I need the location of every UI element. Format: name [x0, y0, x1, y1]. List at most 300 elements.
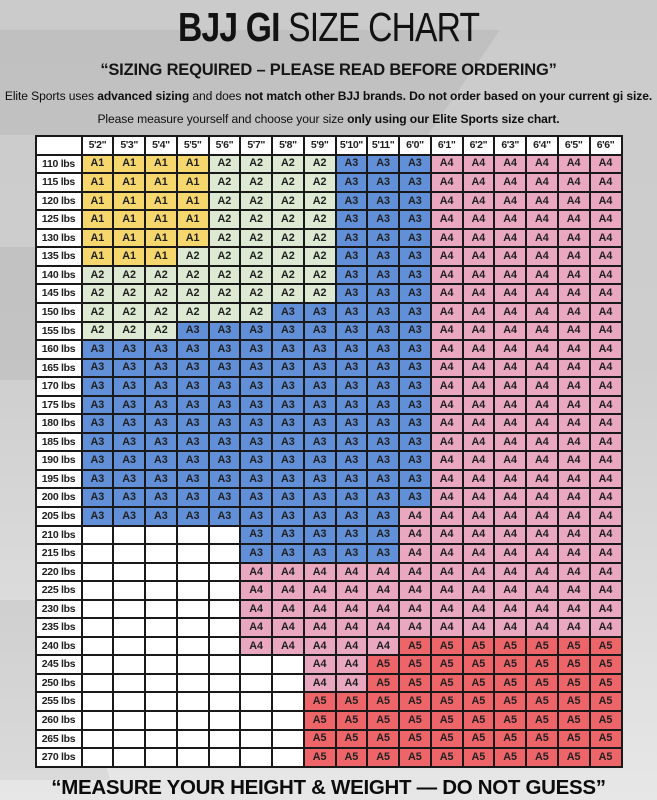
- size-cell-a3: A3: [113, 470, 145, 489]
- size-cell-a4: A4: [494, 414, 526, 433]
- size-cell-a4: A4: [590, 303, 622, 322]
- table-row: [36, 322, 622, 341]
- regular-text: and does: [189, 89, 245, 104]
- size-cell-a1: A1: [145, 247, 177, 266]
- size-cell-a3: A3: [272, 322, 304, 341]
- size-cell-a2: A2: [209, 266, 241, 285]
- size-cell-a3: A3: [336, 507, 368, 526]
- empty-cell: [240, 655, 272, 674]
- size-cell-a4: A4: [431, 155, 463, 174]
- empty-cell: [145, 730, 177, 749]
- table-row: [36, 266, 622, 285]
- size-cell-a4: A4: [431, 618, 463, 637]
- size-cell-a2: A2: [82, 266, 114, 285]
- size-cell-a3: A3: [336, 340, 368, 359]
- size-cell-a3: A3: [367, 526, 399, 545]
- height-header-row: [36, 136, 622, 155]
- size-cell-a4: A4: [494, 563, 526, 582]
- size-cell-a5: A5: [367, 711, 399, 730]
- size-cell-a4: A4: [526, 229, 558, 248]
- size-cell-a3: A3: [272, 377, 304, 396]
- size-cell-a2: A2: [177, 266, 209, 285]
- size-cell-a3: A3: [367, 303, 399, 322]
- size-cell-a5: A5: [304, 730, 336, 749]
- size-cell-a4: A4: [431, 210, 463, 229]
- size-cell-a3: A3: [177, 433, 209, 452]
- size-cell-a4: A4: [494, 303, 526, 322]
- size-cell-a3: A3: [82, 377, 114, 396]
- size-cell-a3: A3: [336, 229, 368, 248]
- size-cell-a4: A4: [463, 507, 495, 526]
- size-cell-a4: A4: [590, 507, 622, 526]
- size-cell-a5: A5: [494, 655, 526, 674]
- empty-cell: [113, 637, 145, 656]
- size-cell-a3: A3: [336, 488, 368, 507]
- size-cell-a4: A4: [431, 563, 463, 582]
- size-cell-a3: A3: [82, 433, 114, 452]
- size-cell-a5: A5: [590, 748, 622, 767]
- empty-cell: [177, 692, 209, 711]
- size-cell-a5: A5: [558, 692, 590, 711]
- weight-label: 245 lbs: [36, 655, 82, 674]
- size-cell-a4: A4: [558, 229, 590, 248]
- size-cell-a3: A3: [82, 488, 114, 507]
- size-cell-a3: A3: [145, 488, 177, 507]
- size-cell-a3: A3: [113, 414, 145, 433]
- size-cell-a4: A4: [399, 600, 431, 619]
- size-cell-a4: A4: [431, 600, 463, 619]
- size-cell-a4: A4: [526, 284, 558, 303]
- size-cell-a3: A3: [336, 322, 368, 341]
- size-cell-a4: A4: [526, 470, 558, 489]
- size-cell-a4: A4: [526, 173, 558, 192]
- size-cell-a4: A4: [526, 396, 558, 415]
- size-cell-a5: A5: [463, 655, 495, 674]
- size-cell-a4: A4: [494, 433, 526, 452]
- size-cell-a3: A3: [209, 396, 241, 415]
- size-cell-a4: A4: [463, 618, 495, 637]
- size-cell-a4: A4: [431, 507, 463, 526]
- weight-label: 210 lbs: [36, 526, 82, 545]
- height-header: 6'0": [399, 136, 431, 155]
- size-cell-a3: A3: [272, 433, 304, 452]
- size-cell-a3: A3: [240, 488, 272, 507]
- empty-cell: [82, 600, 114, 619]
- size-cell-a4: A4: [526, 210, 558, 229]
- size-cell-a5: A5: [494, 711, 526, 730]
- size-cell-a3: A3: [177, 377, 209, 396]
- size-cell-a4: A4: [463, 377, 495, 396]
- size-cell-a4: A4: [336, 581, 368, 600]
- size-cell-a4: A4: [463, 414, 495, 433]
- size-cell-a4: A4: [590, 210, 622, 229]
- size-cell-a4: A4: [463, 192, 495, 211]
- page-title: [178, 6, 479, 49]
- weight-label: 160 lbs: [36, 340, 82, 359]
- size-cell-a2: A2: [113, 284, 145, 303]
- size-cell-a4: A4: [431, 322, 463, 341]
- size-cell-a3: A3: [367, 229, 399, 248]
- size-cell-a3: A3: [367, 414, 399, 433]
- table-row: [36, 303, 622, 322]
- size-cell-a3: A3: [399, 284, 431, 303]
- size-cell-a4: A4: [590, 359, 622, 378]
- size-cell-a1: A1: [177, 210, 209, 229]
- page-title-bold: BJJ GI: [177, 4, 280, 50]
- size-cell-a2: A2: [209, 247, 241, 266]
- empty-cell: [145, 655, 177, 674]
- table-row: [36, 488, 622, 507]
- size-cell-a4: A4: [526, 247, 558, 266]
- size-cell-a3: A3: [336, 284, 368, 303]
- size-cell-a2: A2: [304, 210, 336, 229]
- size-cell-a2: A2: [113, 266, 145, 285]
- size-cell-a4: A4: [590, 451, 622, 470]
- size-cell-a4: A4: [336, 600, 368, 619]
- empty-cell: [113, 748, 145, 767]
- size-cell-a3: A3: [240, 377, 272, 396]
- size-cell-a4: A4: [272, 637, 304, 656]
- size-cell-a3: A3: [399, 470, 431, 489]
- size-cell-a1: A1: [82, 173, 114, 192]
- size-cell-a3: A3: [240, 359, 272, 378]
- size-cell-a4: A4: [431, 581, 463, 600]
- size-cell-a4: A4: [558, 470, 590, 489]
- size-cell-a2: A2: [209, 192, 241, 211]
- size-cell-a5: A5: [558, 711, 590, 730]
- size-cell-a5: A5: [558, 730, 590, 749]
- size-cell-a3: A3: [145, 470, 177, 489]
- size-cell-a4: A4: [399, 507, 431, 526]
- size-cell-a4: A4: [526, 451, 558, 470]
- size-cell-a3: A3: [82, 507, 114, 526]
- empty-cell: [177, 655, 209, 674]
- size-cell-a5: A5: [399, 730, 431, 749]
- size-cell-a4: A4: [526, 192, 558, 211]
- size-cell-a4: A4: [463, 155, 495, 174]
- size-cell-a4: A4: [463, 210, 495, 229]
- table-row: [36, 730, 622, 749]
- empty-cell: [209, 748, 241, 767]
- empty-cell: [177, 581, 209, 600]
- size-cell-a5: A5: [526, 692, 558, 711]
- bold-text: only using our Elite Sports size chart.: [347, 112, 560, 127]
- weight-label: 220 lbs: [36, 563, 82, 582]
- size-cell-a4: A4: [590, 544, 622, 563]
- size-cell-a3: A3: [304, 396, 336, 415]
- weight-label: 190 lbs: [36, 451, 82, 470]
- size-cell-a3: A3: [272, 340, 304, 359]
- size-cell-a4: A4: [558, 600, 590, 619]
- size-cell-a3: A3: [82, 470, 114, 489]
- size-cell-a5: A5: [304, 711, 336, 730]
- size-cell-a4: A4: [590, 155, 622, 174]
- table-row: [36, 284, 622, 303]
- size-cell-a3: A3: [113, 488, 145, 507]
- height-header: 5'10": [336, 136, 368, 155]
- size-cell-a4: A4: [558, 247, 590, 266]
- weight-label: 185 lbs: [36, 433, 82, 452]
- empty-cell: [272, 730, 304, 749]
- weight-label: 250 lbs: [36, 674, 82, 693]
- size-cell-a2: A2: [82, 284, 114, 303]
- size-cell-a4: A4: [494, 396, 526, 415]
- size-cell-a1: A1: [113, 210, 145, 229]
- table-row: [36, 229, 622, 248]
- size-cell-a5: A5: [526, 748, 558, 767]
- size-cell-a3: A3: [304, 507, 336, 526]
- size-cell-a2: A2: [240, 303, 272, 322]
- size-cell-a2: A2: [240, 229, 272, 248]
- size-cell-a5: A5: [367, 692, 399, 711]
- empty-cell: [209, 544, 241, 563]
- size-cell-a4: A4: [558, 322, 590, 341]
- size-cell-a3: A3: [113, 507, 145, 526]
- size-cell-a4: A4: [336, 637, 368, 656]
- empty-cell: [113, 618, 145, 637]
- size-cell-a3: A3: [272, 359, 304, 378]
- size-cell-a3: A3: [209, 470, 241, 489]
- size-cell-a5: A5: [590, 711, 622, 730]
- weight-label: 120 lbs: [36, 192, 82, 211]
- table-row: [36, 692, 622, 711]
- empty-cell: [113, 711, 145, 730]
- empty-cell: [272, 711, 304, 730]
- size-cell-a5: A5: [367, 730, 399, 749]
- size-cell-a3: A3: [336, 414, 368, 433]
- size-cell-a4: A4: [304, 618, 336, 637]
- size-cell-a2: A2: [272, 284, 304, 303]
- empty-cell: [82, 711, 114, 730]
- size-cell-a5: A5: [494, 748, 526, 767]
- size-cell-a4: A4: [463, 451, 495, 470]
- size-cell-a2: A2: [209, 229, 241, 248]
- size-cell-a3: A3: [272, 544, 304, 563]
- empty-cell: [272, 674, 304, 693]
- size-cell-a2: A2: [272, 247, 304, 266]
- size-cell-a2: A2: [113, 303, 145, 322]
- weight-label: 225 lbs: [36, 581, 82, 600]
- size-cell-a2: A2: [304, 229, 336, 248]
- size-cell-a4: A4: [399, 563, 431, 582]
- size-cell-a3: A3: [209, 340, 241, 359]
- size-cell-a3: A3: [399, 359, 431, 378]
- size-cell-a4: A4: [240, 600, 272, 619]
- empty-cell: [209, 692, 241, 711]
- size-cell-a3: A3: [177, 488, 209, 507]
- empty-cell: [145, 674, 177, 693]
- size-cell-a4: A4: [494, 488, 526, 507]
- corner-cell: [36, 136, 82, 155]
- empty-cell: [113, 526, 145, 545]
- size-cell-a4: A4: [558, 192, 590, 211]
- bold-text: not match other BJJ brands. Do not order based on your current gi size.: [244, 89, 653, 104]
- size-cell-a3: A3: [399, 451, 431, 470]
- size-cell-a3: A3: [399, 303, 431, 322]
- size-cell-a4: A4: [463, 433, 495, 452]
- size-cell-a4: A4: [590, 600, 622, 619]
- table-row: [36, 155, 622, 174]
- size-cell-a3: A3: [367, 470, 399, 489]
- size-cell-a4: A4: [558, 303, 590, 322]
- size-cell-a2: A2: [177, 284, 209, 303]
- size-cell-a3: A3: [367, 210, 399, 229]
- height-header: 5'2": [82, 136, 114, 155]
- size-cell-a4: A4: [590, 192, 622, 211]
- size-cell-a3: A3: [399, 210, 431, 229]
- height-header: 5'3": [113, 136, 145, 155]
- empty-cell: [177, 618, 209, 637]
- size-cell-a4: A4: [590, 173, 622, 192]
- size-cell-a1: A1: [177, 229, 209, 248]
- size-cell-a4: A4: [494, 544, 526, 563]
- table-row: [36, 451, 622, 470]
- size-cell-a3: A3: [399, 488, 431, 507]
- size-cell-a3: A3: [240, 414, 272, 433]
- size-cell-a3: A3: [82, 359, 114, 378]
- empty-cell: [145, 544, 177, 563]
- size-cell-a4: A4: [526, 507, 558, 526]
- size-cell-a3: A3: [367, 451, 399, 470]
- size-cell-a3: A3: [399, 192, 431, 211]
- size-cell-a4: A4: [272, 581, 304, 600]
- size-cell-a3: A3: [177, 359, 209, 378]
- measure-footer-note: “MEASURE YOUR HEIGHT & WEIGHT — DO NOT GUESS”: [51, 775, 606, 799]
- size-cell-a5: A5: [399, 655, 431, 674]
- table-row: [36, 470, 622, 489]
- size-cell-a3: A3: [367, 155, 399, 174]
- size-cell-a3: A3: [336, 433, 368, 452]
- size-cell-a3: A3: [113, 451, 145, 470]
- height-header: 6'4": [526, 136, 558, 155]
- size-cell-a4: A4: [463, 526, 495, 545]
- empty-cell: [177, 730, 209, 749]
- size-cell-a3: A3: [209, 414, 241, 433]
- table-row: [36, 655, 622, 674]
- size-cell-a4: A4: [494, 526, 526, 545]
- size-cell-a4: A4: [590, 340, 622, 359]
- weight-label: 170 lbs: [36, 377, 82, 396]
- size-cell-a4: A4: [494, 581, 526, 600]
- sizing-warning-subtitle: “SIZING REQUIRED – PLEASE READ BEFORE ORDERING”: [100, 61, 557, 80]
- size-cell-a4: A4: [463, 173, 495, 192]
- height-header: 6'6": [590, 136, 622, 155]
- size-cell-a4: A4: [558, 451, 590, 470]
- size-cell-a3: A3: [399, 322, 431, 341]
- size-cell-a3: A3: [272, 488, 304, 507]
- size-cell-a4: A4: [526, 414, 558, 433]
- size-cell-a4: A4: [590, 377, 622, 396]
- size-cell-a3: A3: [113, 433, 145, 452]
- size-cell-a1: A1: [113, 229, 145, 248]
- size-cell-a3: A3: [367, 396, 399, 415]
- bold-text: advanced sizing: [97, 89, 190, 104]
- size-cell-a3: A3: [177, 396, 209, 415]
- size-cell-a4: A4: [526, 526, 558, 545]
- weight-label: 270 lbs: [36, 748, 82, 767]
- size-cell-a4: A4: [558, 155, 590, 174]
- table-row: [36, 581, 622, 600]
- size-cell-a4: A4: [431, 359, 463, 378]
- size-cell-a3: A3: [367, 488, 399, 507]
- size-cell-a5: A5: [431, 655, 463, 674]
- size-cell-a5: A5: [463, 730, 495, 749]
- size-cell-a2: A2: [304, 173, 336, 192]
- height-header: 5'11": [367, 136, 399, 155]
- table-row: [36, 433, 622, 452]
- size-cell-a3: A3: [272, 470, 304, 489]
- empty-cell: [272, 655, 304, 674]
- size-cell-a4: A4: [463, 396, 495, 415]
- size-cell-a4: A4: [431, 414, 463, 433]
- size-cell-a4: A4: [558, 581, 590, 600]
- table-row: [36, 618, 622, 637]
- table-row: [36, 173, 622, 192]
- size-cell-a4: A4: [526, 563, 558, 582]
- size-cell-a5: A5: [399, 748, 431, 767]
- size-cell-a4: A4: [463, 284, 495, 303]
- empty-cell: [177, 563, 209, 582]
- size-cell-a5: A5: [494, 692, 526, 711]
- size-cell-a3: A3: [336, 173, 368, 192]
- size-cell-a2: A2: [304, 247, 336, 266]
- size-cell-a5: A5: [463, 674, 495, 693]
- size-cell-a2: A2: [272, 210, 304, 229]
- size-cell-a3: A3: [336, 155, 368, 174]
- size-cell-a3: A3: [367, 340, 399, 359]
- size-cell-a4: A4: [463, 470, 495, 489]
- size-cell-a1: A1: [82, 229, 114, 248]
- size-cell-a3: A3: [367, 377, 399, 396]
- size-cell-a5: A5: [336, 692, 368, 711]
- size-cell-a2: A2: [272, 155, 304, 174]
- weight-label: 230 lbs: [36, 600, 82, 619]
- size-cell-a4: A4: [463, 600, 495, 619]
- empty-cell: [209, 730, 241, 749]
- empty-cell: [177, 544, 209, 563]
- size-cell-a4: A4: [526, 618, 558, 637]
- size-cell-a4: A4: [558, 284, 590, 303]
- size-cell-a2: A2: [240, 192, 272, 211]
- size-cell-a2: A2: [272, 266, 304, 285]
- size-cell-a5: A5: [558, 637, 590, 656]
- table-row: [36, 600, 622, 619]
- size-cell-a4: A4: [304, 581, 336, 600]
- size-cell-a4: A4: [494, 470, 526, 489]
- size-cell-a5: A5: [463, 637, 495, 656]
- size-cell-a2: A2: [304, 192, 336, 211]
- empty-cell: [145, 748, 177, 767]
- size-cell-a3: A3: [399, 414, 431, 433]
- size-cell-a4: A4: [304, 563, 336, 582]
- empty-cell: [82, 655, 114, 674]
- size-cell-a4: A4: [463, 563, 495, 582]
- size-cell-a5: A5: [367, 748, 399, 767]
- size-cell-a4: A4: [526, 488, 558, 507]
- height-header: 5'8": [272, 136, 304, 155]
- size-cell-a4: A4: [494, 377, 526, 396]
- size-cell-a2: A2: [240, 210, 272, 229]
- empty-cell: [82, 748, 114, 767]
- size-cell-a4: A4: [399, 544, 431, 563]
- size-cell-a5: A5: [431, 748, 463, 767]
- weight-label: 135 lbs: [36, 247, 82, 266]
- size-cell-a4: A4: [494, 229, 526, 248]
- size-cell-a1: A1: [145, 173, 177, 192]
- empty-cell: [177, 674, 209, 693]
- size-cell-a4: A4: [526, 155, 558, 174]
- size-cell-a5: A5: [494, 674, 526, 693]
